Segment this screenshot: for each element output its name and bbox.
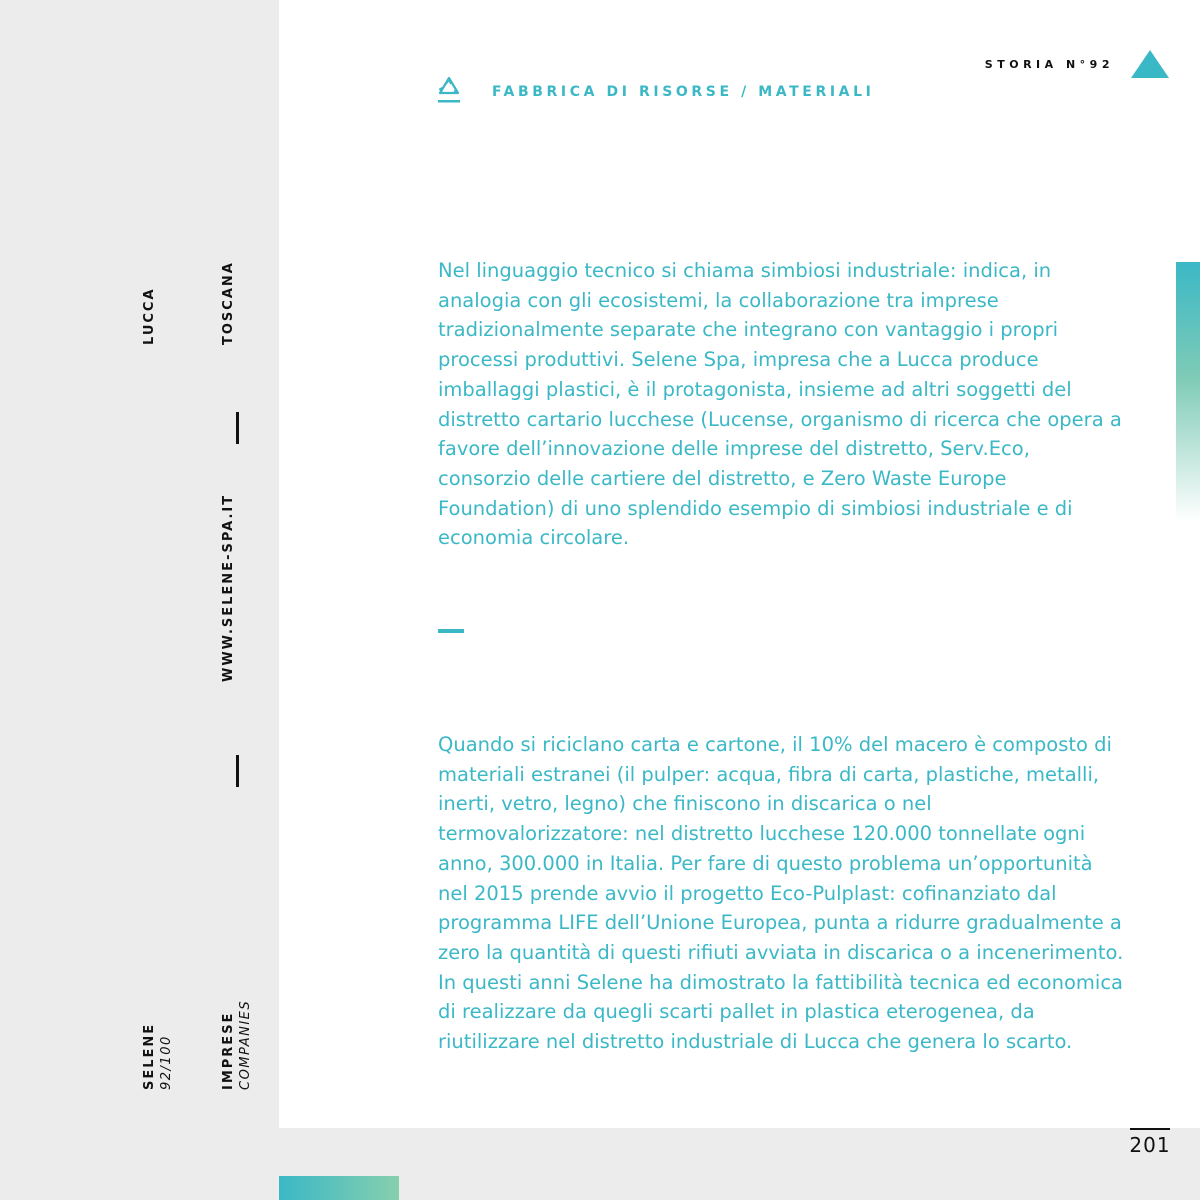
sidebar-section: IMPRESE [221,1011,236,1090]
category-header [436,76,874,108]
sidebar-region: TOSCANA [221,261,236,345]
sidebar-company: SELENE [142,1022,157,1090]
sidebar-city: LUCCA [142,287,157,345]
right-accent-bar [1176,262,1200,522]
sidebar-company-index: 92/100 [159,1035,174,1090]
recycle-icon [436,75,462,109]
sidebar-divider-bottom [236,755,239,787]
triangle-icon [1131,50,1169,78]
category-title: FABBRICA DI RISORSE / MATERIALI [492,84,875,100]
page-number-rule [1130,1128,1170,1130]
story-number: STORIA N°92 [984,58,1114,71]
sidebar-divider-top [236,412,239,444]
bottom-accent-bar [279,1176,399,1200]
page-number: 201 [1129,1133,1171,1157]
body-paragraph-1: Nel linguaggio tecnico si chiama simbiosi industriale: indica, in analogia con gli ecosistemi, la collaborazione tra imprese tradizionalmente separate che integrano con vantaggio i propri processi produttivi. Selene Spa, impresa che a Lucca produce imballaggi plastici, è il protagonista, insieme ad altri soggetti del distretto cartario lucchese (Lucense, organismo di ricerca che opera a favore dell’innovazione delle imprese del distretto, Serv.Eco, consorzio delle cartiere del distretto, e Zero Waste Europe Foundation) di uno splendido esempio di simbiosi industriale e di economia circolare. [438,259,1122,550]
body-paragraph-2: Quando si riciclano carta e cartone, il 10% del macero è composto di materiali estranei (il pulper: acqua, fibra di carta, plastiche, metalli, inerti, vetro, legno) che finiscono in discarica o nel termovalorizzatore: nel distretto lucchese 120.000 tonnellate ogni anno, 300.000 in Italia. Per fare di questo problema un’opportunità nel 2015 prende avvio il progetto Eco-Pulplast: cofinanziato dal programma LIFE dell’Unione Europea, punta a ridurre gradualmente a zero la quantità di questi rifiuti avviata in discarica o a incenerimento. In questi anni Selene ha dimostrato la fattibilità tecnica ed economica di realizzare da quegli scarti pallet in plastica eterogenea, da riutilizzare nel distretto industriale di Lucca che genera lo scarto. [438,733,1124,1054]
sidebar-website[interactable]: WWW.SELENE-SPA.IT [221,493,236,682]
section-dash [438,629,464,633]
sidebar-section-en: COMPANIES [238,999,253,1090]
bottom-band [279,1128,1200,1200]
